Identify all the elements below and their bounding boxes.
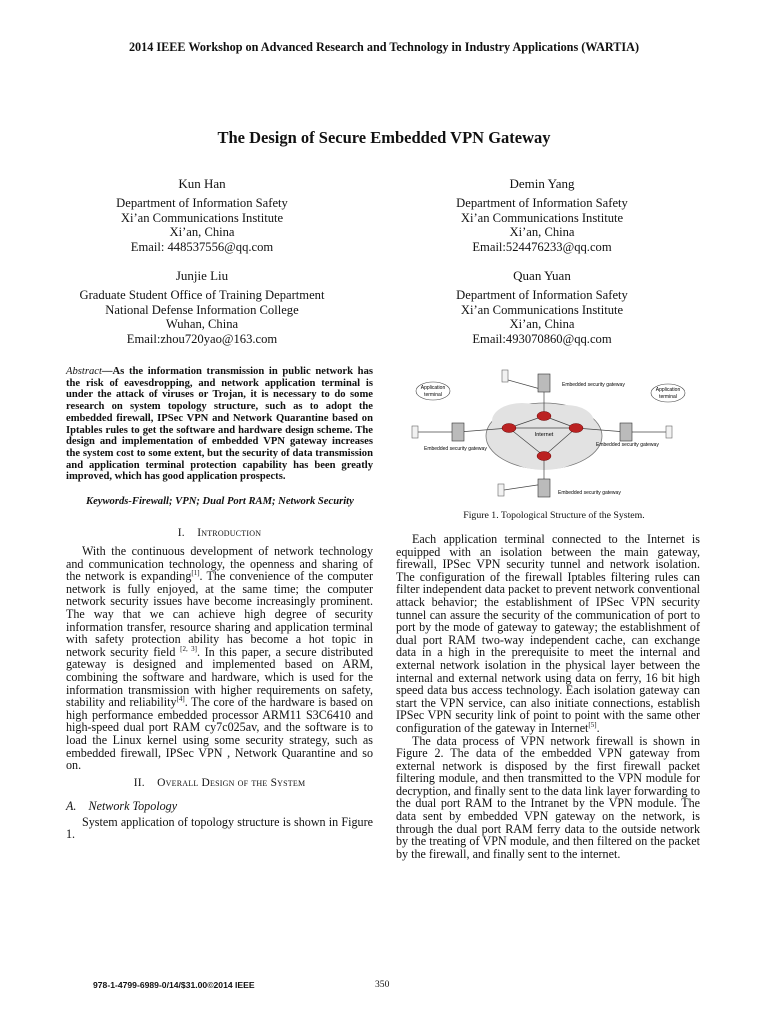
paper-title: The Design of Secure Embedded VPN Gateway: [217, 128, 551, 147]
right-column: [396, 533, 700, 860]
abstract-lead: Abstract: [66, 366, 102, 377]
right-paragraph-2: The data process of VPN network firewall is shown in Figure 2. The data of the embedded VPN gateway from external network is disposed by the first firewall packet filtering module, and then transmitted to the VPN module for decryption, and finally sent to the data link layer forwarding to the dual port RAM to the Intranet by the VPN module. The data sent by embedded VPN gateway on the network, is through the dual port RAM ferry data to the outside network by the treating of VPN module, and then filtered on the packet by the firewall, and finally sent to the internet.: [396, 733, 700, 861]
author-inst: Xi’an Communications Institute: [120, 210, 284, 225]
intro-text: . The core of the hardware is based on high performance embedded processor ARM11 S3C6410 and high-speed dual port RAM cy7c025av, and the software is to load the Linux kernel using some security strategy, such as embedded firewall, IPSec VPN , Network Quarantine and so on.: [66, 695, 373, 773]
app-terminal-label: Application: [420, 385, 446, 391]
citation: [1]: [191, 569, 200, 578]
author-block-2: [392, 177, 692, 254]
author-dept: Graduate Student Office of Training Department: [79, 288, 325, 303]
topology-text: System application of topology structure is shown in Figure 1.: [66, 814, 373, 842]
citation: [5]: [588, 720, 597, 729]
body-text: Each application terminal connected to the Internet is equipped with an isolation between the main gateway, firewall, IPSec VPN security tunnel and network isolation. The configuration of the firewall Iptables filtering rules can filter independent data packet to prevent network conventional attack behavior; the establishment of IPSec VPN security tunnel can assure the security of the communication of port to port by the mode of gateway to gateway; the establishment of dual port RAM two-way independent cache, can exchange data in a high in the prerequisite to meet the internal and external network isolation in the physical layer between the internal and external network using data on ferry, 16 bit high speed data bus access technology. Each isolation gateway can start the VPN service, can also initiate connections, establish IPSec VPN security link of point to point with the same other configuration of the gateway in Internet: [396, 532, 700, 735]
right-paragraph-1: [396, 533, 700, 735]
citation: [2, 3]: [180, 644, 197, 653]
author-inst: Xi’an Communications Institute: [460, 210, 624, 225]
author-dept: Department of Information Safety: [456, 288, 628, 303]
author-email: Email:zhou720yao@163.com: [126, 331, 278, 346]
keywords: Keywords-Firewall; VPN; Dual Port RAM; Network Security: [86, 496, 354, 508]
app-terminal-label: terminal: [424, 392, 442, 398]
gateway-label: Embedded security gateway: [562, 382, 625, 388]
author-block-3: [52, 269, 352, 346]
section-heading-overall-design: [66, 777, 373, 789]
page-number: 350: [375, 979, 390, 990]
gateway-label: Embedded security gateway: [558, 490, 621, 496]
author-block-4: [392, 269, 692, 346]
author-email: Email: 448537556@qq.com: [130, 239, 274, 254]
intro-text: With the continuous development of network technology and communication technology, the openness and sharing of the network is expanding: [66, 544, 373, 584]
abstract-text: —As the information transmission in public network has the risk of eavesdropping, and network application terminal is under the attack of viruses or Trojan, it is necessary to do some research on system topology structure, such as to adopt the embedded firewall, IPSec VPN and Network Quarantine based on Iptables rules to get the software and hardware design scheme. The design and implementation of embedded VPN gateway increases the system cost to some extent, but the security of data transmission and application terminal protection capability has been greatly improved, which has good application prospects.: [66, 366, 373, 483]
author-inst: Xi’an Communications Institute: [460, 302, 624, 317]
author-city: Xi’an, China: [169, 225, 235, 240]
author-name: Quan Yuan: [513, 268, 571, 283]
left-column: [66, 366, 373, 841]
author-name: Demin Yang: [509, 176, 575, 191]
section-number: II.: [133, 776, 145, 789]
gateway-label: Embedded security gateway: [596, 442, 659, 448]
author-block-1: [52, 177, 352, 254]
intro-text: . The convenience of the computer network is fully enjoyed, at the same time; the computer network security issues have become increasingly prominent. The way that we can achieve high degree of security information transfer, resource sharing and application terminal with safety protection ability has become a hot topic in network security field: [66, 569, 373, 659]
author-dept: Department of Information Safety: [456, 196, 628, 211]
abstract: [66, 366, 373, 483]
section-number: I.: [177, 527, 185, 540]
network-topology-paragraph: [66, 816, 373, 841]
author-name: Kun Han: [178, 176, 226, 191]
section-title: Overall Design of the System: [157, 776, 306, 789]
subsection-heading-network-topology: [66, 799, 373, 814]
app-terminal-label: terminal: [659, 394, 677, 400]
section-title: Introduction: [197, 527, 262, 540]
author-email: Email:493070860@qq.com: [472, 331, 612, 346]
author-email: Email:524476233@qq.com: [472, 239, 612, 254]
footer-isbn: 978-1-4799-6989-0/14/$31.00©2014 IEEE: [93, 980, 255, 990]
author-dept: Department of Information Safety: [116, 196, 288, 211]
gateway-label: Embedded security gateway: [424, 446, 487, 452]
author-city: Xi’an, China: [509, 225, 575, 240]
body-text: .: [596, 720, 600, 735]
author-city: Wuhan, China: [165, 317, 239, 332]
section-heading-introduction: [66, 527, 373, 539]
subsection-number: A.: [66, 798, 77, 813]
citation: [4]: [176, 695, 185, 704]
introduction-paragraph: [66, 545, 373, 772]
intro-text: . In this paper, a secure distributed gateway is designed and implemented based on ARM, combining the software and hardware, which is used for the information transmission with higher requirements on safety, stability and reliability: [66, 644, 373, 710]
figure-topology-diagram: [404, 366, 704, 510]
author-name: Junjie Liu: [175, 268, 229, 283]
app-terminal-label: Application: [655, 387, 681, 393]
internet-label: Internet: [534, 432, 554, 438]
figure-caption: Figure 1. Topological Structure of the System.: [463, 510, 645, 521]
author-inst: National Defense Information College: [105, 302, 299, 317]
subsection-title: Network Topology: [88, 798, 178, 813]
conference-header: 2014 IEEE Workshop on Advanced Research and Technology in Industry Applications (WARTIA): [128, 40, 640, 54]
author-city: Xi’an, China: [509, 317, 575, 332]
